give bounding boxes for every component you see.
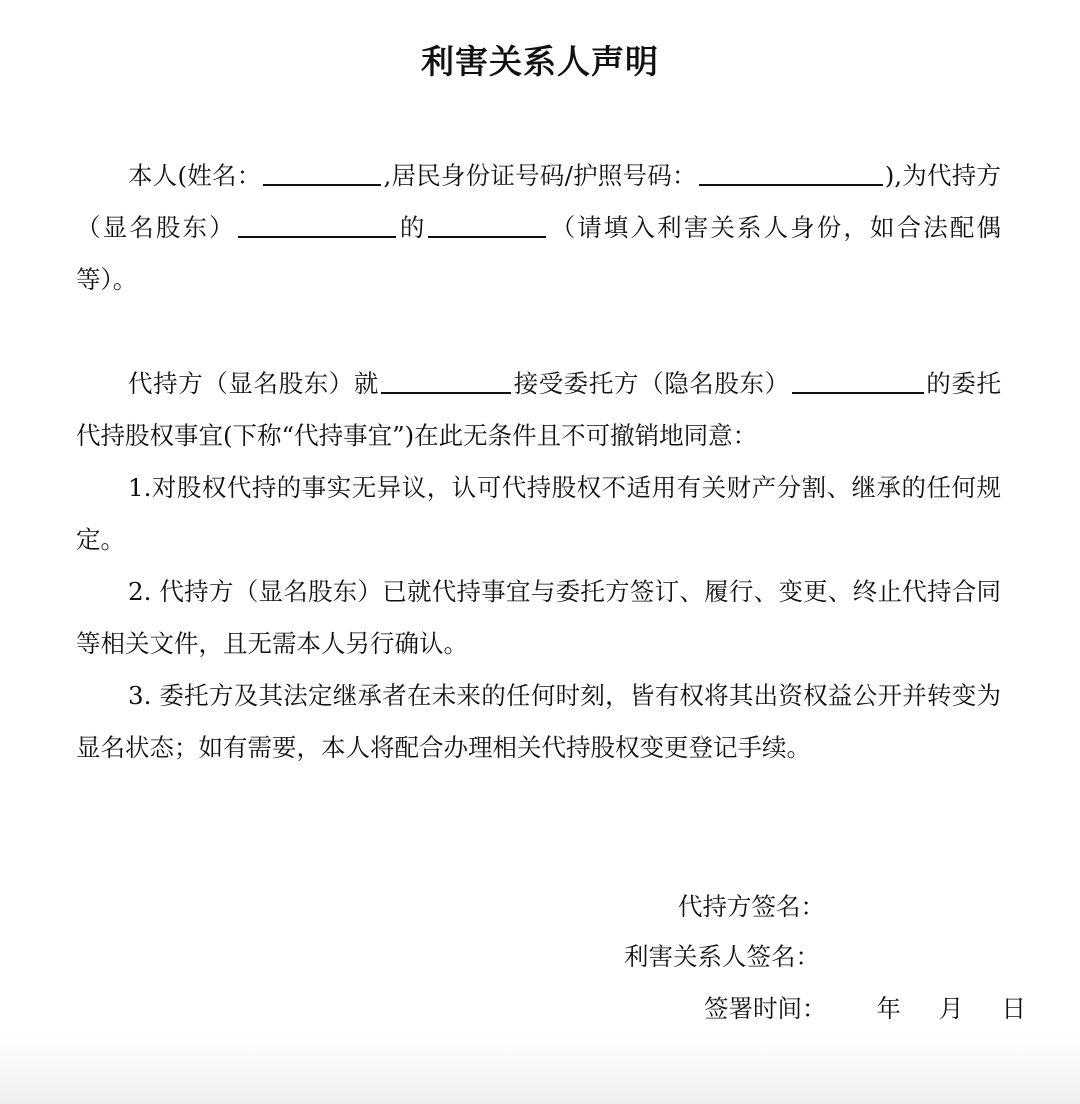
para1-text-3: ),为代持方（显名股东） [76,161,1002,242]
name-blank-field[interactable] [263,156,381,186]
para2-text-2: 接受委托方（隐名股东） [513,369,790,398]
declaration-paragraph [76,150,1001,306]
date-day: 日 [1001,994,1026,1023]
consent-item-1: 1.对股权代持的事实无异议，认可代持股权不适用有关财产分割、继承的任何规定。 [76,473,1001,554]
signing-date-label: 签署时间： [704,994,827,1023]
page-bottom-shadow [0,1034,1080,1104]
para1-text-5: （请填入利害关系人身份，如合法配偶等）。 [76,213,1002,294]
party-signature-label: 利害关系人签名： [624,942,820,971]
company-blank-field[interactable] [381,364,511,394]
para1-text-4: 的 [397,213,427,242]
para1-text-2: ,居民身份证号码/护照号码： [383,161,697,190]
consent-item-3: 3. 委托方及其法定继承者在未来的任何时刻，皆有权将其出资权益公开并转变为显名状态；如有需要，本人将配合办理相关代持股权变更登记手续。 [76,681,1001,762]
date-month: 月 [939,994,964,1023]
id-number-blank-field[interactable] [699,156,883,186]
para2-text-1: 代持方（显名股东）就 [128,369,379,398]
relationship-blank-field[interactable] [428,208,546,238]
para2-text-3: 的委托代持股权事宜(下称“代持事宜”)在此无条件且不可撤销地同意： [76,369,1002,450]
principal-name-blank-field[interactable] [792,364,924,394]
holder-name-blank-field[interactable] [238,208,396,238]
consent-paragraph [76,358,1001,462]
date-year: 年 [876,994,901,1023]
holder-signature-label: 代持方签名： [678,892,825,921]
document-title: 利害关系人声明 [421,42,659,81]
consent-section [76,358,1001,774]
consent-item-2: 2. 代持方（显名股东）已就代持事宜与委托方签订、履行、变更、终止代持合同等相关文件，且无需本人另行确认。 [76,577,1001,658]
signing-date-row [704,994,1026,1024]
para1-text-1: 本人(姓名： [128,161,262,190]
